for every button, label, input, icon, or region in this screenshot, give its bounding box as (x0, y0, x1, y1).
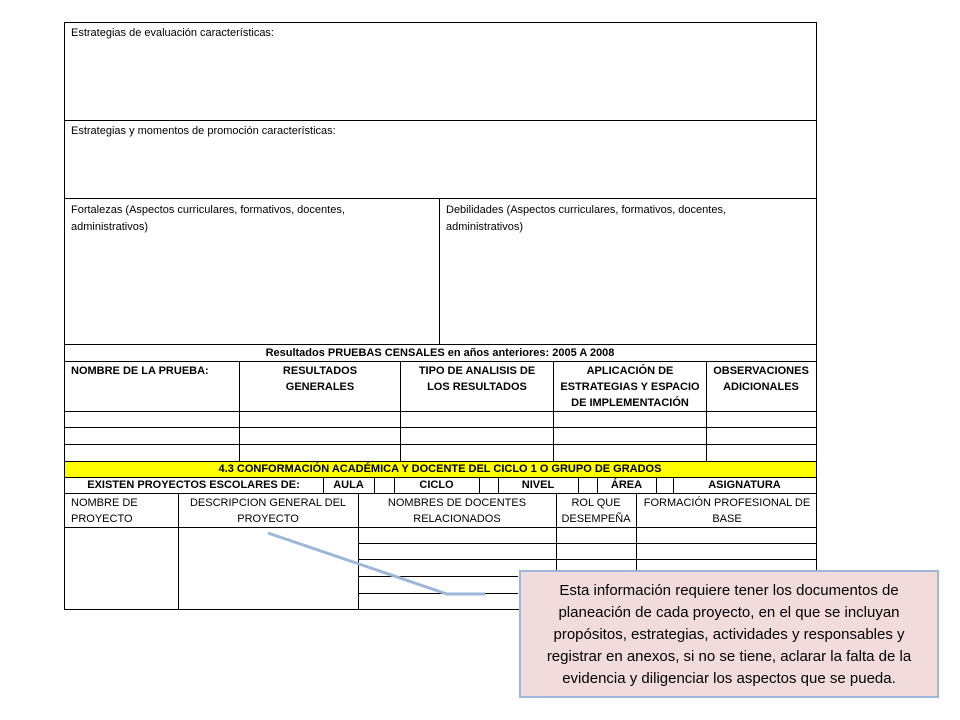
project-header-role: ROL QUE DESEMPEÑA (561, 497, 631, 525)
evaluation-label: Estrategias de evaluación características: (71, 27, 274, 39)
section-43-title: 4.3 CONFORMACIÓN ACADÉMICA Y DOCENTE DEL CICLO 1 O GRUPO DE GRADOS (218, 463, 662, 475)
census-header-application: APLICACIÓN DE ESTRATEGIAS Y ESPACIO DE IMPLEMENTACIÓN (560, 365, 700, 409)
projects-exist-label: EXISTEN PROYECTOS ESCOLARES DE: (87, 479, 300, 491)
promotion-label: Estrategias y momentos de promoción características: (71, 125, 336, 137)
strengths-label: Fortalezas (Aspectos curriculares, formativos, docentes, administrativos) (71, 204, 345, 233)
project-header-name: NOMBRE DE PROYECTO (71, 497, 138, 525)
field-area: ÁREA (610, 479, 643, 491)
census-header-test-name: NOMBRE DE LA PRUEBA: (71, 365, 209, 377)
census-title: Resultados PRUEBAS CENSALES en años anteriores: 2005 A 2008 (265, 347, 615, 359)
project-header-training: FORMACIÓN PROFESIONAL DE BASE (643, 497, 811, 525)
field-ciclo: CICLO (419, 479, 454, 491)
field-asignatura: ASIGNATURA (708, 479, 781, 491)
census-header-analysis: TIPO DE ANALISIS DE LOS RESULTADOS (418, 365, 536, 393)
field-aula: AULA (333, 479, 364, 491)
project-header-description: DESCRIPCION GENERAL DEL PROYECTO (189, 497, 347, 525)
weaknesses-label: Debilidades (Aspectos curriculares, formativos, docentes, administrativos) (446, 204, 727, 233)
census-header-results: RESULTADOS GENERALES (282, 365, 358, 393)
field-nivel: NIVEL (521, 479, 555, 491)
project-header-teachers: NOMBRES DE DOCENTES RELACIONADOS (387, 497, 527, 525)
census-header-observations: OBSERVACIONES ADICIONALES (713, 365, 809, 393)
callout-note: Esta información requiere tener los documentos de planeación de cada proyecto, en el que se incluyan propósitos, estrategias, actividades y responsables y registrar en anexos, si no se tiene, aclarar la falta de la evidencia y diligenciar los aspectos que se pueda. (519, 570, 939, 698)
